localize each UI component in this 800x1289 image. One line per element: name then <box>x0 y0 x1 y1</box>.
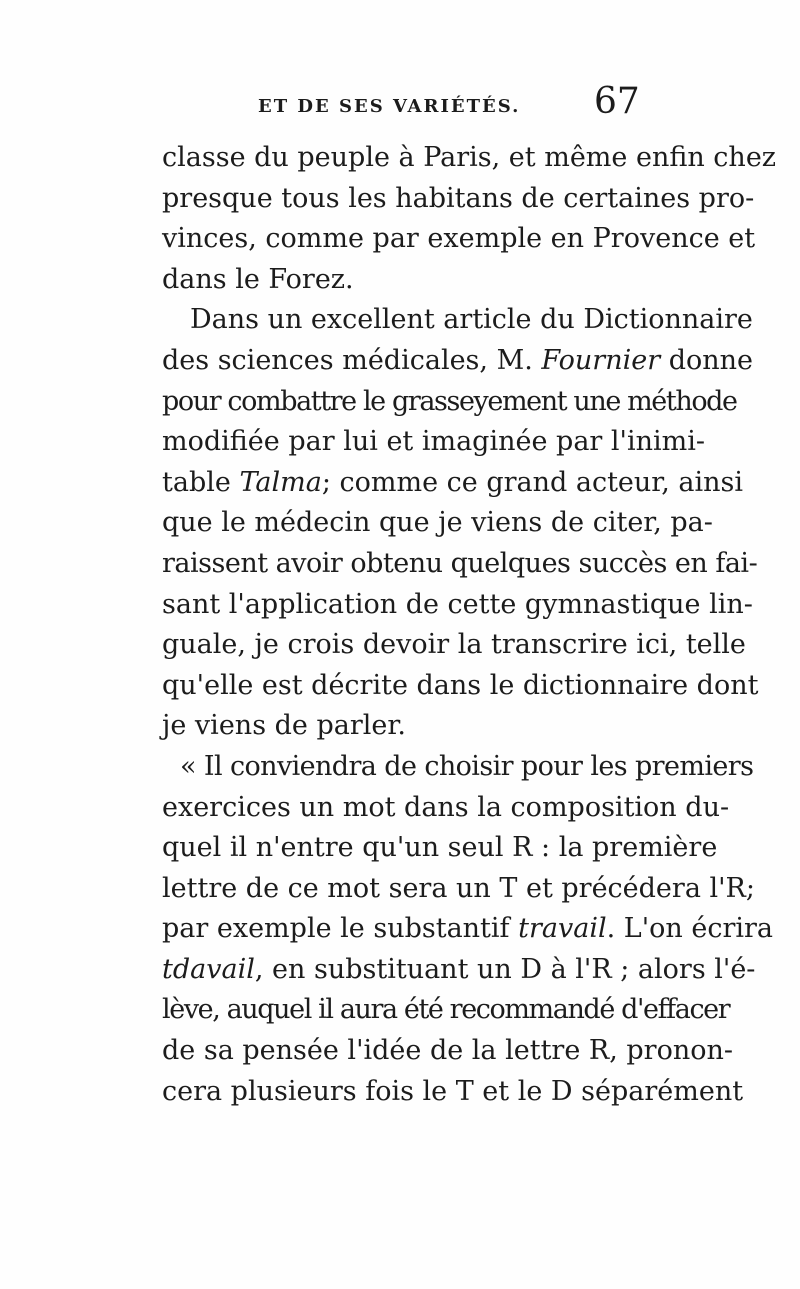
text-line: modifiée par lui et imaginée par l'inimi- <box>162 426 705 458</box>
text-line: qu'elle est décrite dans le dictionnaire dont <box>162 669 759 701</box>
text-line: pour combattre le grasseyement une méthode <box>162 385 737 417</box>
text-segment: par exemple le substantif <box>162 913 510 945</box>
running-head: ET DE SES VARIÉTÉS. <box>258 96 521 117</box>
text-line: presque tous les habitans de certaines pro- <box>162 182 755 214</box>
text-line <box>162 341 754 382</box>
paragraph-start-line: Dans un excellent article du Dictionnaire <box>190 304 753 336</box>
person-name-fournier: Fournier <box>541 344 661 376</box>
text-line: cera plusieurs fois le T et le D séparément <box>162 1075 744 1107</box>
text-line <box>162 463 744 504</box>
text-segment: . L'on écrira <box>606 913 774 945</box>
text-line: je viens de parler. <box>162 710 406 742</box>
text-line: lève, auquel il aura été recommandé d'effacer <box>162 994 730 1026</box>
text-line <box>162 950 756 991</box>
text-line <box>162 909 774 950</box>
text-segment: donne <box>668 344 754 376</box>
text-segment: ; comme ce grand acteur, ainsi <box>321 466 744 498</box>
person-name-talma: Talma <box>239 466 322 498</box>
text-line: classe du peuple à Paris, et même enfin chez <box>162 142 777 173</box>
word-travail: travail <box>518 913 607 945</box>
page-header <box>258 82 658 132</box>
text-segment: des sciences médicales, M. <box>162 344 533 376</box>
text-line: exercices un mot dans la composition du- <box>162 791 730 823</box>
text-segment: table <box>162 466 231 498</box>
text-line: dans le Forez. <box>162 263 354 295</box>
text-line: que le médecin que je viens de citer, pa- <box>162 507 713 539</box>
text-line: lettre de ce mot sera un T et précédera l'R; <box>162 872 755 904</box>
page-number: 67 <box>594 81 640 122</box>
text-line: guale, je crois devoir la transcrire ici, telle <box>162 629 746 661</box>
text-line: raissent avoir obtenu quelques succès en fai- <box>162 547 758 579</box>
body-text <box>162 138 777 1112</box>
text-line: sant l'application de cette gymnastique lin- <box>162 588 753 620</box>
word-tdavail: tdavail <box>162 953 255 985</box>
paragraph-start-line: « Il conviendra de choisir pour les premiers <box>180 750 754 782</box>
text-line: vinces, comme par exemple en Provence et <box>162 223 756 255</box>
text-line: de sa pensée l'idée de la lettre R, pronon- <box>162 1035 733 1067</box>
text-line: quel il n'entre qu'un seul R : la première <box>162 832 718 864</box>
text-segment: , en substituant un D à l'R ; alors l'é- <box>254 953 756 985</box>
